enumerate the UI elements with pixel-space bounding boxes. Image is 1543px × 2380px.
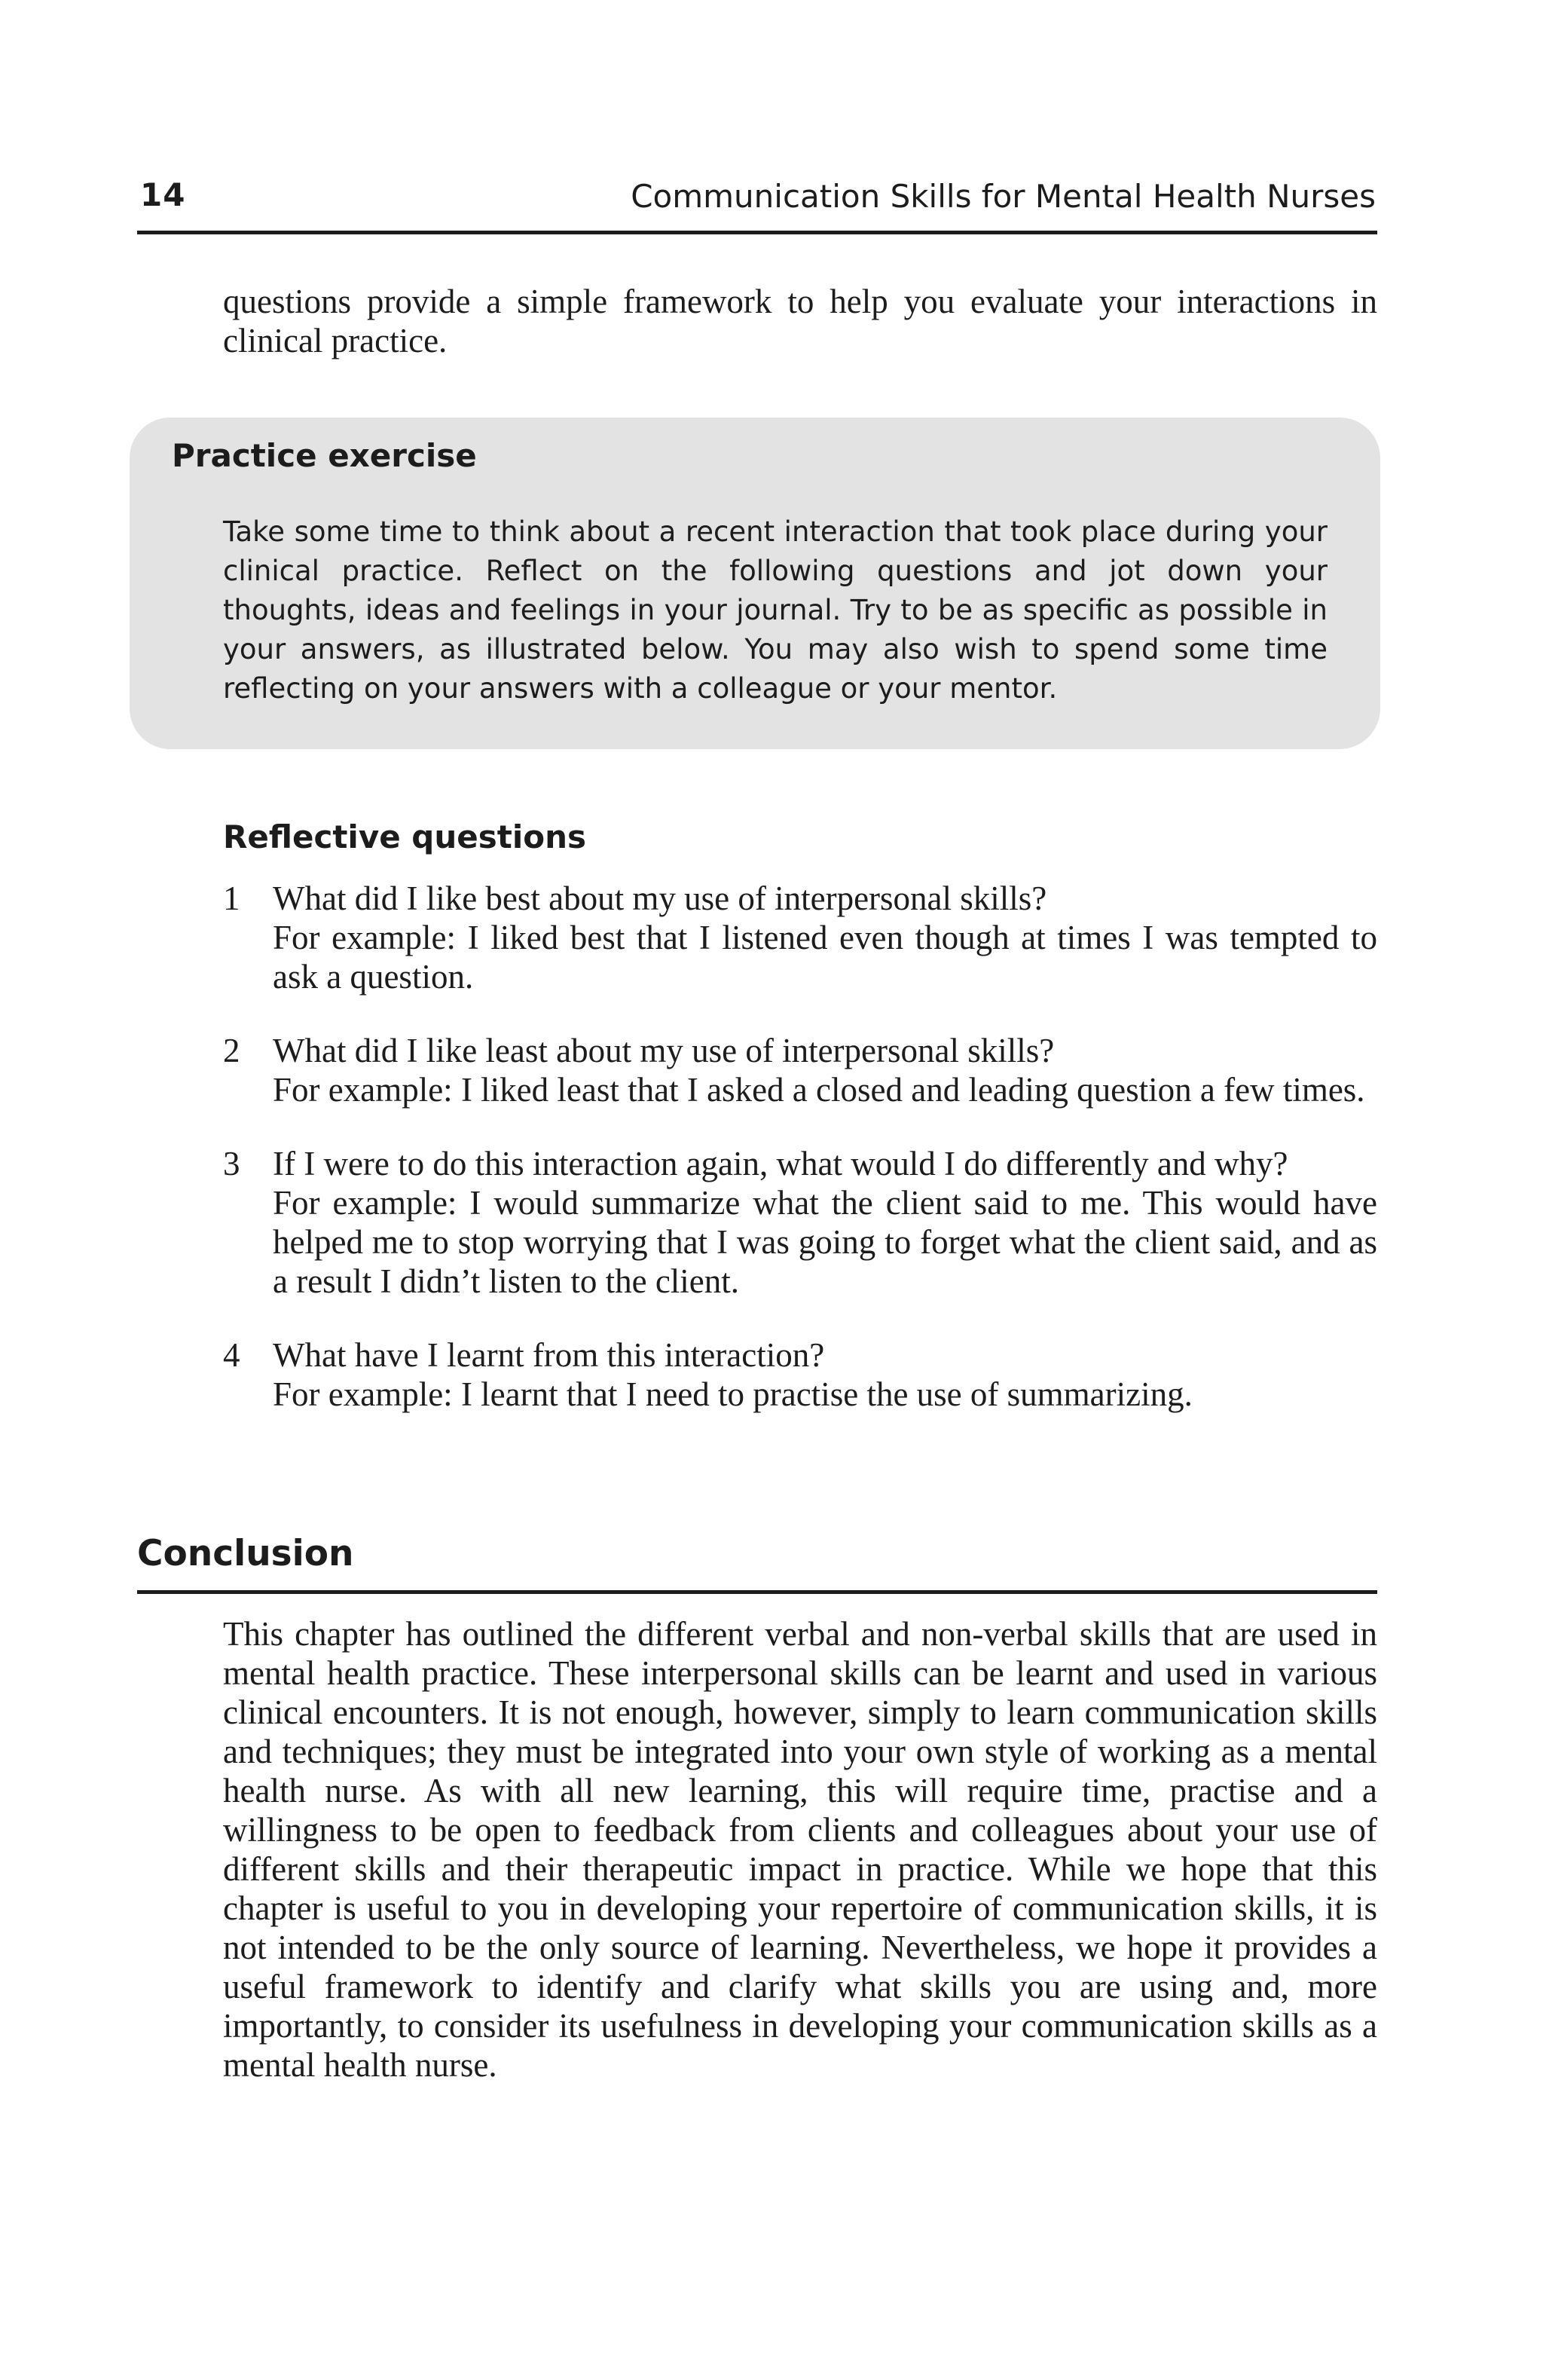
- question-number: 1: [223, 879, 240, 917]
- reflective-question-item: [223, 1144, 1377, 1301]
- question-text: If I were to do this interaction again, what would I do differently and why?: [273, 1145, 1288, 1182]
- reflective-questions-title: Reflective questions: [223, 818, 586, 855]
- conclusion-heading: [137, 1530, 1377, 1594]
- question-example: For example: I learnt that I need to practise the use of summarizing.: [273, 1375, 1193, 1413]
- practice-exercise-box: [130, 418, 1380, 749]
- reflective-question-item: [223, 879, 1377, 996]
- question-number: 2: [223, 1032, 240, 1069]
- intro-paragraph: questions provide a simple framework to help you evaluate your interactions in clinical practice.: [223, 283, 1377, 359]
- reflective-question-item: [223, 1335, 1377, 1414]
- question-text: What did I like least about my use of interpersonal skills?: [273, 1032, 1055, 1069]
- page-header: [137, 169, 1377, 234]
- practice-exercise-title: Practice exercise: [172, 437, 477, 474]
- page-number: 14: [140, 176, 186, 213]
- question-number: 3: [223, 1145, 240, 1182]
- question-example: For example: I would summarize what the client said to me. This would have helped me to stop worrying that I was going to forget what the client said, and as a result I didn’t listen to the client.: [273, 1184, 1377, 1300]
- conclusion-paragraph: This chapter has outlined the different verbal and non-verbal skills that are used in mental health practice. These interpersonal skills can be learnt and used in various clinical encounters. It is not enough, however, simply to learn communication skills and techniques; they must be integrated into your own style of working as a mental health nurse. As with all new learning, this will require time, practise and a willingness to be open to feedback from clients and colleagues about your use of different skills and their therapeutic impact in practice. While we hope that this chapter is useful to you in developing your repertoire of communication skills, it is not intended to be the only source of learning. Nevertheless, we hope it provides a useful framework to identify and clarify what skills you are using and, more importantly, to consider its usefulness in developing your communication skills as a mental health nurse.: [223, 1615, 1377, 2084]
- question-example: For example: I liked least that I asked a closed and leading question a few times.: [273, 1071, 1365, 1109]
- running-title: Communication Skills for Mental Health Nurses: [631, 178, 1376, 215]
- conclusion-title: Conclusion: [137, 1533, 354, 1574]
- question-text: What have I learnt from this interaction?: [273, 1336, 825, 1374]
- question-number: 4: [223, 1336, 240, 1374]
- reflective-questions-list: [223, 879, 1377, 1448]
- practice-exercise-body: Take some time to think about a recent interaction that took place during your clinical practice. Reflect on the following questions and jot down your thoughts, ideas and feelings in your journal. Try to be as specific as possible in your answers, as illustrated below. You may also wish to spend some time reflecting on your answers with a colleague or your mentor.: [223, 515, 1328, 705]
- question-example: For example: I liked best that I listened even though at times I was tempted to ask a question.: [273, 919, 1377, 996]
- question-text: What did I like best about my use of interpersonal skills?: [273, 879, 1047, 917]
- reflective-question-item: [223, 1031, 1377, 1109]
